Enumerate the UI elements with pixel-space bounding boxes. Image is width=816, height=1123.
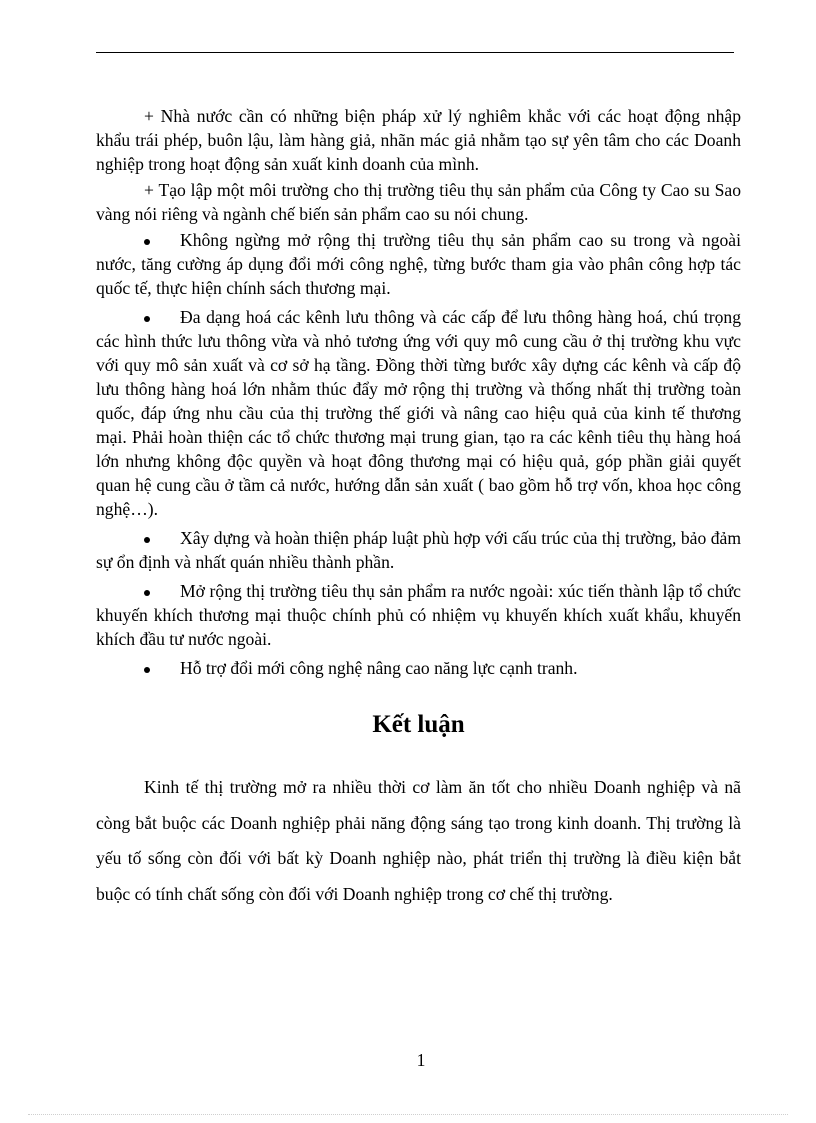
bullet-item-legislation (96, 526, 741, 574)
bullet-item-expand-market (96, 228, 741, 300)
bullet-item-export (96, 579, 741, 651)
page-bottom-border (28, 1114, 788, 1115)
bullet-text: Xây dựng và hoàn thiện pháp luật phù hợp với cấu trúc của thị trường, bảo đảm sự ổn định và nhất quán nhiều thành phần. (96, 528, 741, 572)
page-number: 1 (416, 1050, 426, 1070)
bullet-item-diversify-channels (96, 305, 741, 521)
conclusion-paragraph: Kinh tế thị trường mở ra nhiều thời cơ làm ăn tốt cho nhiều Doanh nghiệp và nã còng bắt buộc các Doanh nghiệp phải năng động sáng tạo trong kinh doanh. Thị trường là yếu tố sống còn đối với bất kỳ Doanh nghiệp nào, phát triển thị trường là điều kiện bắt buộc có tính chất sống còn đối với Doanh nghiệp trong cơ chế thị trường. (96, 777, 741, 904)
bullet-icon (144, 537, 150, 543)
bullet-text: Không ngừng mở rộng thị trường tiêu thụ sản phẩm cao su trong và ngoài nước, tăng cường áp dụng đổi mới công nghệ, từng bước tham gia vào phân công hợp tác quốc tế, thực hiện chính sách thương mại. (96, 230, 741, 298)
page-body (96, 104, 741, 912)
bullet-icon (144, 239, 150, 245)
header-rule (96, 52, 734, 53)
paragraph-market-environment: + Tạo lập một môi trường cho thị trường tiêu thụ sản phẩm của Công ty Cao su Sao vàng nói riêng và ngành chế biến sản phẩm cao su nói chung. (96, 180, 741, 224)
bullet-text: Đa dạng hoá các kênh lưu thông và các cấp để lưu thông hàng hoá, chú trọng các hình thức lưu thông vừa và nhỏ tương ứng với quy mô cung cầu ở thị trường khu vực với quy mô sản xuất và cơ sở hạ tầng. Đồng thời từng bước xây dựng các kênh và cấp độ lưu thông hàng hoá lớn nhằm thúc đẩy mở rộng thị trường và thống nhất thị trường toàn quốc, đáp ứng nhu cầu của thị trường thế giới và nâng cao hiệu quả của kinh tế thương mại. Phải hoàn thiện các tổ chức thương mại trung gian, tạo ra các kênh tiêu thụ hàng hoá lớn nhưng không độc quyền và hoạt đông thương mại có hiệu quả, góp phần giải quyết quan hệ cung cầu ở tầm cả nước, hướng dẫn sản xuất ( bao gồm hỗ trợ vốn, khoa học công nghệ…). (96, 307, 741, 519)
bullet-text: Mở rộng thị trường tiêu thụ sản phẩm ra nước ngoài: xúc tiến thành lập tổ chức khuyến khích thương mại thuộc chính phủ có nhiệm vụ khuyến khích xuất khẩu, khuyến khích đầu tư nước ngoài. (96, 581, 741, 649)
bullet-item-technology (96, 656, 741, 680)
section-heading-conclusion: Kết luận (372, 711, 465, 738)
bullet-icon (144, 316, 150, 322)
bullet-icon (144, 667, 150, 673)
bullet-icon (144, 590, 150, 596)
bullet-text: Hỗ trợ đổi mới công nghệ nâng cao năng lực cạnh tranh. (180, 658, 578, 678)
paragraph-import-control: + Nhà nước cần có những biện pháp xử lý nghiêm khắc với các hoạt động nhập khẩu trái phép, buôn lậu, làm hàng giả, nhãn mác giả nhằm tạo sự yên tâm cho các Doanh nghiệp trong hoạt động sản xuất kinh doanh của mình. (96, 106, 741, 174)
